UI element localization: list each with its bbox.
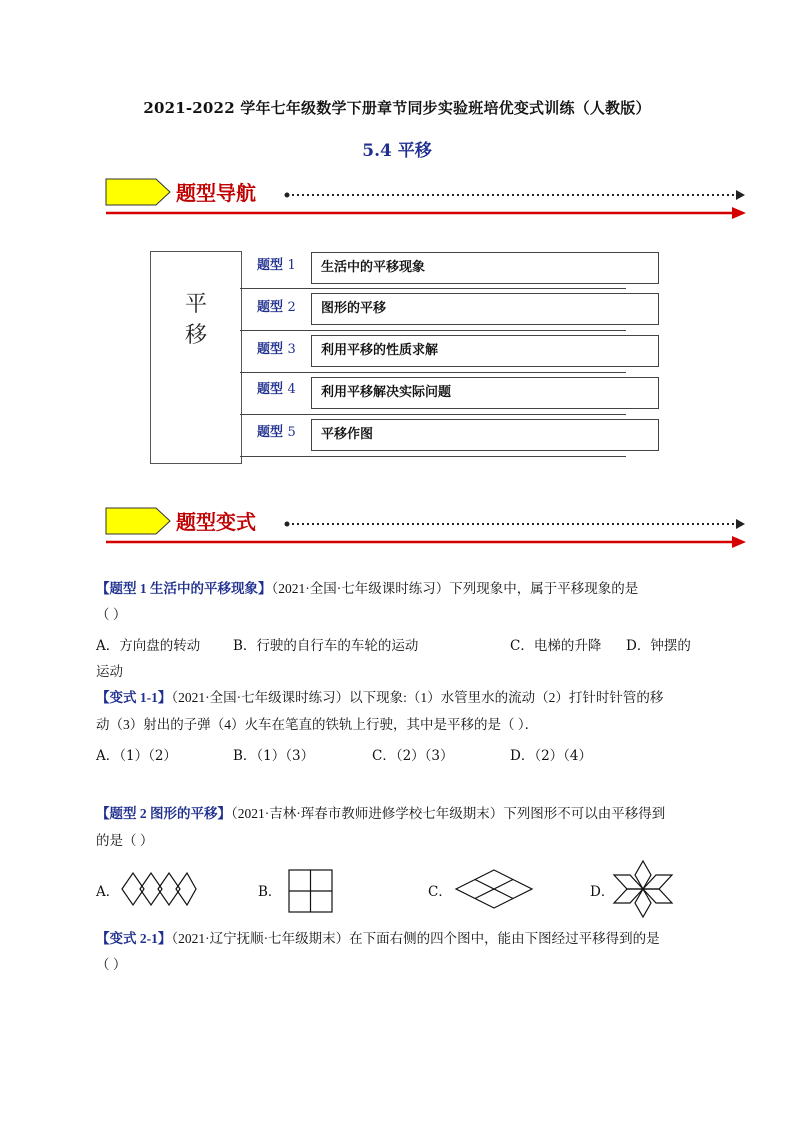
v11-option-b[interactable]: B．（1）（3） [233, 748, 315, 764]
question-2-tag: 【题型 2 图形的平移】 [96, 806, 231, 821]
q2-option-a[interactable]: A． [96, 884, 120, 900]
toc-label-5: 题型 5 [257, 425, 296, 440]
lesson-subtitle: 5.4 平移 [362, 141, 432, 161]
toc-label-2: 题型 2 [257, 300, 296, 315]
rhombus-grid-figure [454, 868, 534, 910]
toc-label-1: 题型 1 [257, 258, 296, 273]
q1-option-d[interactable]: D．钟摆的 [626, 638, 691, 654]
variant-1-1-line2: 动（3）射出的子弹（4）火车在笔直的铁轨上行驶，其中是平移的是（ ）． [96, 717, 539, 732]
q1-option-b[interactable]: B．行驶的自行车的车轮的运动 [233, 638, 419, 654]
toc-item-4[interactable]: 利用平移解决实际问题 [311, 377, 659, 409]
toc-label-3: 题型 3 [257, 342, 296, 357]
variant-1-1-tag: 【变式 1-1】 [96, 690, 172, 705]
question-1-tag: 【题型 1 生活中的平移现象】 [96, 581, 272, 596]
variant-2-1-text: （2021·辽宁抚顺·七年级期末）在下面右侧的四个图中，能由下图经过平移得到的是 [171, 931, 660, 946]
section-title-variants: 题型变式 [176, 510, 256, 534]
q1-option-d-wrap: 运动 [96, 664, 123, 680]
question-1-text: （2021·全国·七年级课时练习）下列现象中，属于平移现象的是 [271, 581, 639, 596]
rhombus-chain-figure [120, 871, 198, 907]
variant-1-1-text: （2021·全国·七年级课时练习）以下现象:（1）水管里水的流动（2）打针时针管的移 [171, 690, 664, 705]
v11-option-d[interactable]: D．（2）（4） [510, 748, 593, 764]
toc-item-1[interactable]: 生活中的平移现象 [311, 252, 659, 284]
q1-option-c[interactable]: C．电梯的升降 [510, 638, 602, 654]
yellow-arrow-icon [106, 508, 170, 534]
v11-option-c[interactable]: C．（2）（3） [372, 748, 454, 764]
question-2-text: （2021·吉林·珲春市教师进修学校七年级期末）下列图形不可以由平移得到 [231, 806, 666, 821]
six-petal-star-figure [612, 859, 674, 919]
toc-topic-char-1: 平 [184, 292, 207, 317]
toc-divider [240, 372, 626, 373]
q2-option-c[interactable]: C． [428, 884, 452, 900]
question-2-line2: 的是（ ） [96, 833, 154, 848]
toc-divider [240, 414, 626, 415]
q1-option-a[interactable]: A．方向盘的转动 [96, 638, 201, 654]
toc-label-4: 题型 4 [257, 382, 296, 397]
q2-option-b[interactable]: B． [258, 884, 282, 900]
toc-topic-box [150, 251, 242, 464]
question-1-blank: （ ） [96, 607, 127, 622]
question-1 [96, 576, 706, 602]
section-title-nav: 题型导航 [176, 181, 256, 205]
toc-item-5[interactable]: 平移作图 [311, 419, 659, 451]
toc-divider [240, 288, 626, 289]
variant-2-1-blank: （ ） [96, 957, 127, 972]
variant-2-1 [96, 926, 706, 952]
variant-2-1-tag: 【变式 2-1】 [96, 931, 172, 946]
q2-option-d[interactable]: D． [590, 884, 615, 900]
v11-option-a[interactable]: A．（1）（2） [96, 748, 177, 764]
variant-1-1 [96, 685, 706, 711]
yellow-arrow-icon [106, 179, 170, 205]
toc-item-3[interactable]: 利用平移的性质求解 [311, 335, 659, 367]
toc-divider [240, 456, 626, 457]
toc-divider [240, 330, 626, 331]
question-2 [96, 801, 706, 827]
toc-topic-char-2: 移 [184, 323, 207, 348]
document-title: 2021-2022 学年七年级数学下册章节同步实验班培优变式训练（人教版） [143, 99, 651, 117]
square-grid-figure [288, 869, 334, 913]
toc-item-2[interactable]: 图形的平移 [311, 293, 659, 325]
